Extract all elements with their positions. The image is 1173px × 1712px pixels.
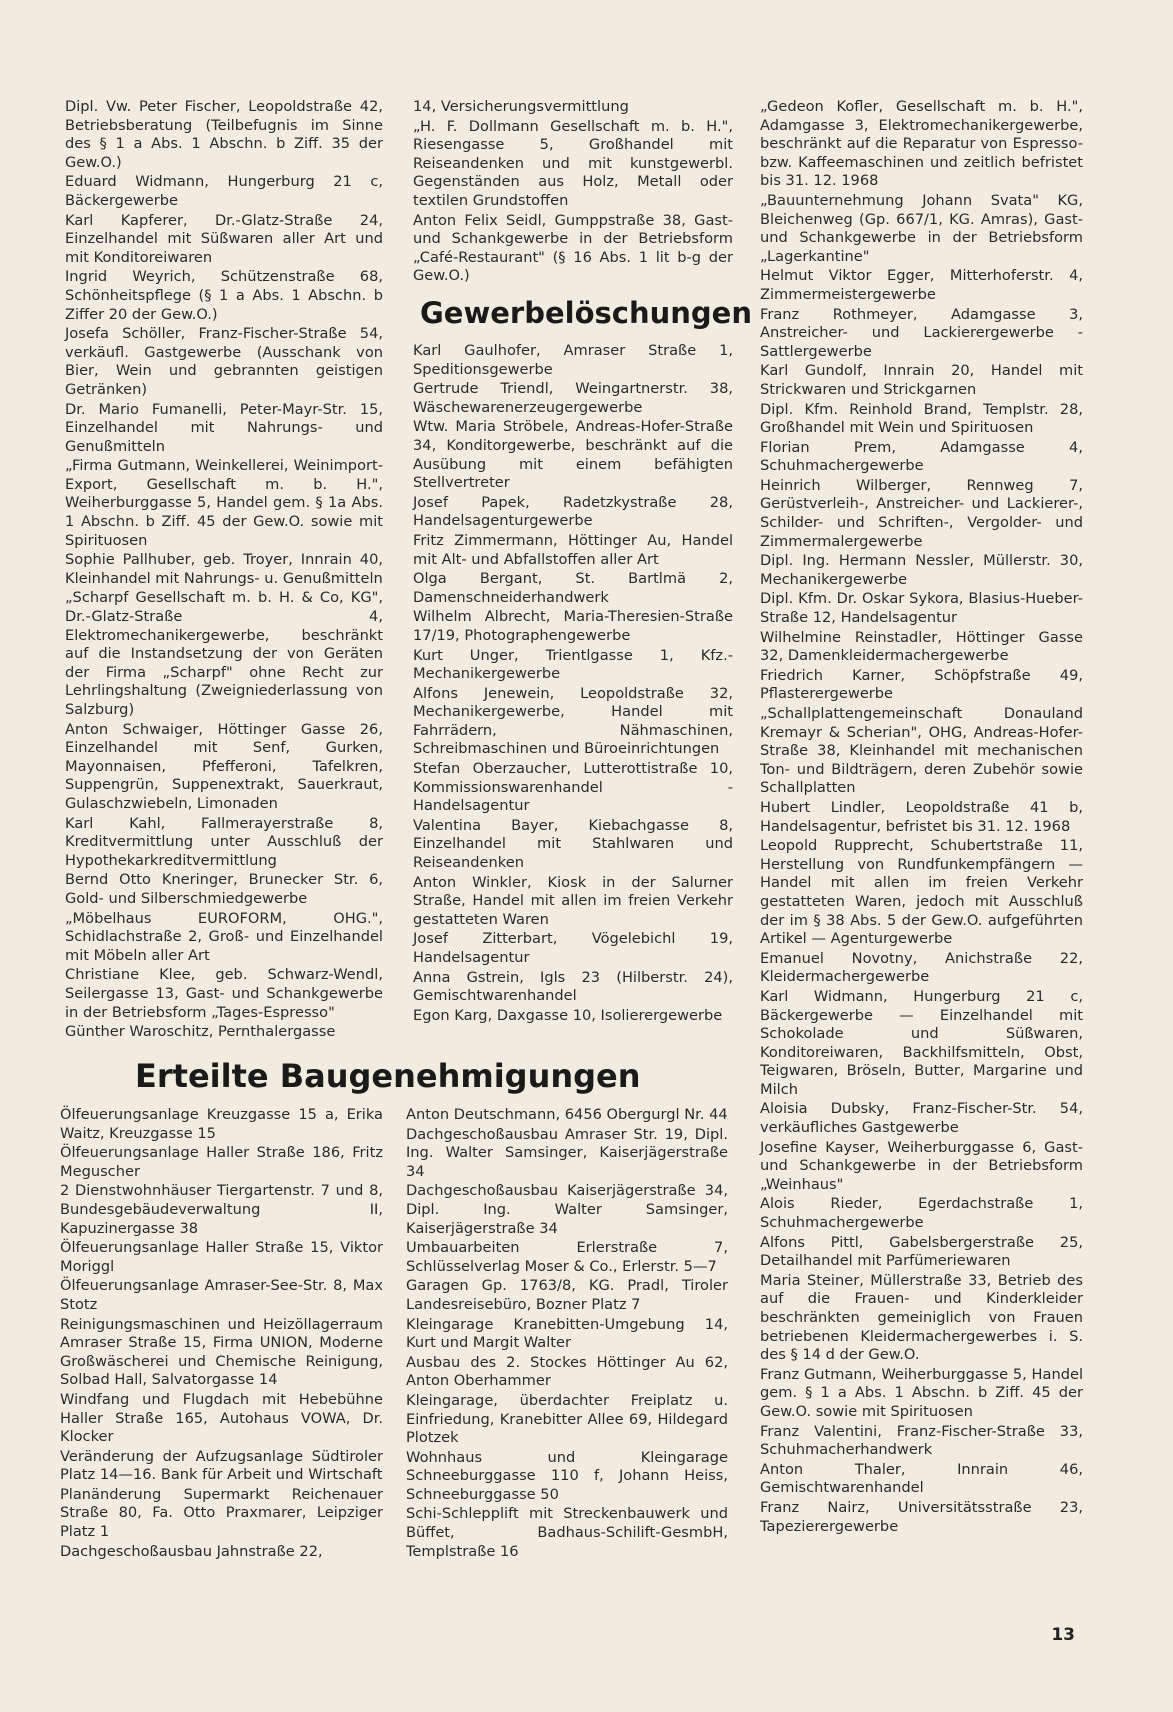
- entry: Josef Papek, Radetzkystraße 28, Handelsagenturgewerbe: [413, 493, 733, 530]
- entry: Alois Rieder, Egerdachstraße 1, Schuhmachergewerbe: [760, 1195, 1083, 1232]
- column-3: [760, 98, 1083, 1536]
- entry: Wohnhaus und Kleingarage Schneeburggasse 110 f, Johann Heiss, Schneeburggasse 50: [406, 1448, 728, 1503]
- entry: „Firma Gutmann, Weinkellerei, Weinimport-Export, Gesellschaft m. b. H.", Weiherburggasse 5, Handel gem. § 1a Abs. 1 Abschn. b Ziff. 45 der Gew.O. sowie mit Spirituosen: [65, 457, 383, 549]
- entry: Dipl. Vw. Peter Fischer, Leopoldstraße 42, Betriebsberatung (Teilbefugnis im Sinne des § 1 a Abs. 1 Abschn. b Ziff. 35 der Gew.O.): [65, 98, 383, 171]
- entry: Veränderung der Aufzugsanlage Südtiroler Platz 14—16. Bank für Arbeit und Wirtschaft: [60, 1447, 383, 1484]
- entry: „Scharpf Gesellschaft m. b. H. & Co, KG", Dr.-Glatz-Straße 4, Elektromechanikergewerbe, beschränkt auf die Instandsetzung der von Geräten der Firma „Scharpf" ohne Recht zur Lehrlingshaltung (Zweigniederlassung von Salzburg): [65, 589, 383, 718]
- entry: Kurt Unger, Trientlgasse 1, Kfz.-Mechanikergewerbe: [413, 646, 733, 683]
- entry: „Schallplattengemeinschaft Donauland Kremayr & Scherian", OHG, Andreas-Hofer-Straße 38, Kleinhandel mit mechanischen Ton- und Bildträgern, deren Zubehör sowie Schallplatten: [760, 705, 1083, 797]
- entry: Heinrich Wilberger, Rennweg 7, Gerüstverleih-, Anstreicher- und Lackierer-, Schilder- und Schriften-, Vergolder- und Zimmermalergewerbe: [760, 476, 1083, 550]
- entry: Ölfeuerungsanlage Kreuzgasse 15 a, Erika Waitz, Kreuzgasse 15: [60, 1106, 383, 1142]
- entry: Ölfeuerungsanlage Amraser-See-Str. 8, Max Stotz: [60, 1277, 383, 1313]
- entry: Reinigungsmaschinen und Heizöllagerraum Amraser Straße 15, Firma UNION, Moderne Großwäscherei und Chemische Reinigung, Solbad Hall, Salvatorgasse 14: [60, 1315, 383, 1389]
- entry: Schi-Schlepplift mit Streckenbauwerk und Büffet, Badhaus-Schilift-GesmbH, Templstraße 16: [406, 1505, 728, 1560]
- entry: Wilhelm Albrecht, Maria-Theresien-Straße 17/19, Photographengewerbe: [413, 608, 733, 644]
- entry: „Gedeon Kofler, Gesellschaft m. b. H.", Adamgasse 3, Elektromechanikergewerbe, beschränkt auf die Reparatur von Espresso- bzw. Kaffeemaschinen und zeitlich befristet bis 31. 12. 1968: [760, 98, 1083, 190]
- entry: Christiane Klee, geb. Schwarz-Wendl, Seilergasse 13, Gast- und Schankgewerbe in der Betriebsform „Tages-Espresso": [65, 966, 383, 1021]
- entry: Anton Winkler, Kiosk in der Salurner Straße, Handel mit allen im freien Verkehr gestatteten Waren: [413, 873, 733, 928]
- entry: Karl Widmann, Hungerburg 21 c, Bäckergewerbe — Einzelhandel mit Schokolade und Süßwaren, Konditoreiwaren, Backhilfsmitteln, Obst, Teigwaren, Bröseln, Butter, Margarine und Milch: [760, 987, 1083, 1098]
- entry: Anton Deutschmann, 6456 Obergurgl Nr. 44: [406, 1106, 728, 1123]
- column-1-bau: [60, 1106, 383, 1561]
- entry: Anton Thaler, Innrain 46, Gemischtwarenhandel: [760, 1460, 1083, 1497]
- entry: Fritz Zimmermann, Höttinger Au, Handel mit Alt- und Abfallstoffen aller Art: [413, 531, 733, 568]
- entry: Franz Nairz, Universitätsstraße 23, Tapezierergewerbe: [760, 1498, 1083, 1535]
- entry: 14, Versicherungsvermittlung: [413, 98, 629, 115]
- entry: Valentina Bayer, Kiebachgasse 8, Einzelhandel mit Stahlwaren und Reiseandenken: [413, 816, 733, 872]
- entry: Olga Bergant, St. Bartlmä 2, Damenschneiderhandwerk: [413, 570, 733, 606]
- entry: Stefan Oberzaucher, Lutterottistraße 10, Kommissionswarenhandel - Handelsagentur: [413, 760, 733, 815]
- entry: Karl Kapferer, Dr.-Glatz-Straße 24, Einzelhandel mit Süßwaren aller Art und mit Konditoreiwaren: [65, 211, 383, 266]
- entry: Kleingarage Kranebitten-Umgebung 14, Kurt und Margit Walter: [406, 1315, 728, 1352]
- entry: Umbauarbeiten Erlerstraße 7, Schlüsselverlag Moser & Co., Erlerstr. 5—7: [406, 1239, 728, 1275]
- entry: Alfons Pittl, Gabelsbergerstraße 25, Detailhandel mit Parfümeriewaren: [760, 1233, 1083, 1270]
- entry: Karl Kahl, Fallmerayerstraße 8, Kreditvermittlung unter Ausschluß der Hypothekarkreditvermittlung: [65, 814, 383, 869]
- page-number: 13: [1051, 1625, 1075, 1645]
- entry: Leopold Rupprecht, Schubertstraße 11, Herstellung von Rundfunkempfängern — Handel mit allen im freien Verkehr gestatteten Waren, jedoch mit Ausschluß der im § 38 Abs. 5 der Gew.O. aufgeführten Artikel — Agenturgewerbe: [760, 837, 1083, 948]
- entry: Dipl. Ing. Hermann Nessler, Müllerstr. 30, Mechanikergewerbe: [760, 552, 1083, 588]
- entry: Dipl. Kfm. Dr. Oskar Sykora, Blasius-Hueber-Straße 12, Handelsagentur: [760, 590, 1083, 627]
- entry: Dachgeschoßausbau Jahnstraße 22,: [60, 1542, 323, 1560]
- entry: Dr. Mario Fumanelli, Peter-Mayr-Str. 15, Einzelhandel mit Nahrungs- und Genußmitteln: [65, 400, 383, 455]
- entry: Maria Steiner, Müllerstraße 33, Betrieb des auf die Frauen- und Kinderkleider beschränkten gemeiniglich von Frauen betriebenen Kleidermachergewerbes i. S. des § 14 d der Gew.O.: [760, 1271, 1083, 1364]
- entry: Hubert Lindler, Leopoldstraße 41 b, Handelsagentur, befristet bis 31. 12. 1968: [760, 798, 1083, 835]
- entry: Josef Zitterbart, Vögelebichl 19, Handelsagentur: [413, 930, 733, 966]
- entry: Josefa Schöller, Franz-Fischer-Straße 54, verkäufl. Gastgewerbe (Ausschank von Bier, Wein und gebrannten geistigen Getränken): [65, 325, 383, 398]
- column-2-bau: [406, 1106, 728, 1561]
- entry: Franz Valentini, Franz-Fischer-Straße 33, Schuhmacherhandwerk: [760, 1422, 1083, 1459]
- entry: Friedrich Karner, Schöpfstraße 49, Pflasterergewerbe: [760, 666, 1083, 703]
- entry: Dachgeschoßausbau Amraser Str. 19, Dipl. Ing. Walter Samsinger, Kaiserjägerstraße 34: [406, 1125, 728, 1180]
- entry: Planänderung Supermarkt Reichenauer Straße 80, Fa. Otto Praxmarer, Leipziger Platz 1: [60, 1485, 383, 1541]
- entry: Anton Schwaiger, Höttinger Gasse 26, Einzelhandel mit Senf, Gurken, Mayonnaisen, Pfefferoni, Tafelkren, Suppengrün, Suppenextrakt, Sauerkraut, Gulaschzwiebeln, Limonaden: [65, 720, 383, 812]
- entry: Helmut Viktor Egger, Mitterhoferstr. 4, Zimmermeistergewerbe: [760, 267, 1083, 303]
- entry: Aloisia Dubsky, Franz-Fischer-Str. 54, verkäufliches Gastgewerbe: [760, 1100, 1083, 1137]
- entry: Egon Karg, Daxgasse 10, Isolierergewerbe: [413, 1006, 723, 1024]
- entry: Alfons Jenewein, Leopoldstraße 32, Mechanikergewerbe, Handel mit Fahrrädern, Nähmaschinen, Schreibmaschinen und Büroeinrichtungen: [413, 684, 733, 758]
- entry: Garagen Gp. 1763/8, KG. Pradl, Tiroler Landesreisebüro, Bozner Platz 7: [406, 1277, 728, 1313]
- column-2-top: [413, 98, 733, 286]
- entry: Ausbau des 2. Stockes Höttinger Au 62, Anton Oberhammer: [406, 1353, 728, 1390]
- heading-baugenehmigungen: Erteilte Baugenehmigungen: [135, 1057, 641, 1095]
- entry: Gertrude Triendl, Weingartnerstr. 38, Wäschewarenerzeugergewerbe: [413, 380, 733, 416]
- entry: „Bauunternehmung Johann Svata" KG, Bleichenweg (Gp. 667/1, KG. Amras), Gast- und Schankgewerbe in der Betriebsform „Lagerkantine": [760, 191, 1083, 265]
- entry: 2 Dienstwohnhäuser Tiergartenstr. 7 und 8, Bundesgebäudeverwaltung II, Kapuzinergasse 38: [60, 1182, 383, 1237]
- entry: Karl Gaulhofer, Amraser Straße 1, Speditionsgewerbe: [413, 342, 733, 378]
- entry: Franz Rothmeyer, Adamgasse 3, Anstreicher- und Lackierergewerbe - Sattlergewerbe: [760, 305, 1083, 360]
- entry: Franz Gutmann, Weiherburggasse 5, Handel gem. § 1 a Abs. 1 Abschn. b Ziff. 45 der Gew.O. sowie mit Spirituosen: [760, 1365, 1083, 1420]
- entry: Ingrid Weyrich, Schützenstraße 68, Schönheitspflege (§ 1 a Abs. 1 Abschn. b Ziffer 20 der Gew.O.): [65, 268, 383, 323]
- entry: „Möbelhaus EUROFORM, OHG.", Schidlachstraße 2, Groß- und Einzelhandel mit Möbeln aller Art: [65, 909, 383, 964]
- entry: Dipl. Kfm. Reinhold Brand, Templstr. 28, Großhandel mit Wein und Spirituosen: [760, 400, 1083, 437]
- entry: Florian Prem, Adamgasse 4, Schuhmachergewerbe: [760, 438, 1083, 475]
- entry: Wilhelmine Reinstadler, Höttinger Gasse 32, Damenkleidermachergewerbe: [760, 628, 1083, 665]
- column-2-loeschungen: [413, 342, 733, 1025]
- entry: „H. F. Dollmann Gesellschaft m. b. H.", Riesengasse 5, Großhandel mit Reiseandenken und mit kunstgewerbl. Gegenständen aus Holz, Metall oder textilen Grundstoffen: [413, 117, 733, 209]
- entry: Emanuel Novotny, Anichstraße 22, Kleidermachergewerbe: [760, 949, 1083, 986]
- entry: Bernd Otto Kneringer, Brunecker Str. 6, Gold- und Silberschmiedgewerbe: [65, 871, 383, 907]
- entry: Dachgeschoßausbau Kaiserjägerstraße 34, Dipl. Ing. Walter Samsinger, Kaiserjägerstraße 34: [406, 1182, 728, 1237]
- entry: Eduard Widmann, Hungerburg 21 c, Bäckergewerbe: [65, 173, 383, 209]
- entry: Ölfeuerungsanlage Haller Straße 186, Fritz Meguscher: [60, 1144, 383, 1180]
- entry: Sophie Pallhuber, geb. Troyer, Innrain 40, Kleinhandel mit Nahrungs- u. Genußmitteln: [65, 551, 383, 587]
- column-1-top: [65, 98, 383, 1042]
- entry: Kleingarage, überdachter Freiplatz u. Einfriedung, Kranebitter Allee 69, Hildegard Plotzek: [406, 1391, 728, 1447]
- entry: Windfang und Flugdach mit Hebebühne Haller Straße 165, Autohaus VOWA, Dr. Klocker: [60, 1390, 383, 1446]
- entry: Josefine Kayser, Weiherburggasse 6, Gast- und Schankgewerbe in der Betriebsform „Weinhaus": [760, 1138, 1083, 1193]
- entry: Anna Gstrein, Igls 23 (Hilberstr. 24), Gemischtwarenhandel: [413, 968, 733, 1005]
- heading-gewerbeloeschungen: Gewerbelöschungen: [420, 296, 752, 330]
- entry: Ölfeuerungsanlage Haller Straße 15, Viktor Moriggl: [60, 1239, 383, 1275]
- entry: Günther Waroschitz, Pernthalergasse: [65, 1023, 336, 1041]
- entry: Wtw. Maria Ströbele, Andreas-Hofer-Straße 34, Konditorgewerbe, beschränkt auf die Ausübung mit einem befähigten Stellvertreter: [413, 418, 733, 492]
- entry: Anton Felix Seidl, Gumppstraße 38, Gast- und Schankgewerbe in der Betriebsform „Café-Restaurant" (§ 16 Abs. 1 lit b-g der Gew.O.): [413, 211, 733, 285]
- entry: Karl Gundolf, Innrain 20, Handel mit Strickwaren und Strickgarnen: [760, 362, 1083, 398]
